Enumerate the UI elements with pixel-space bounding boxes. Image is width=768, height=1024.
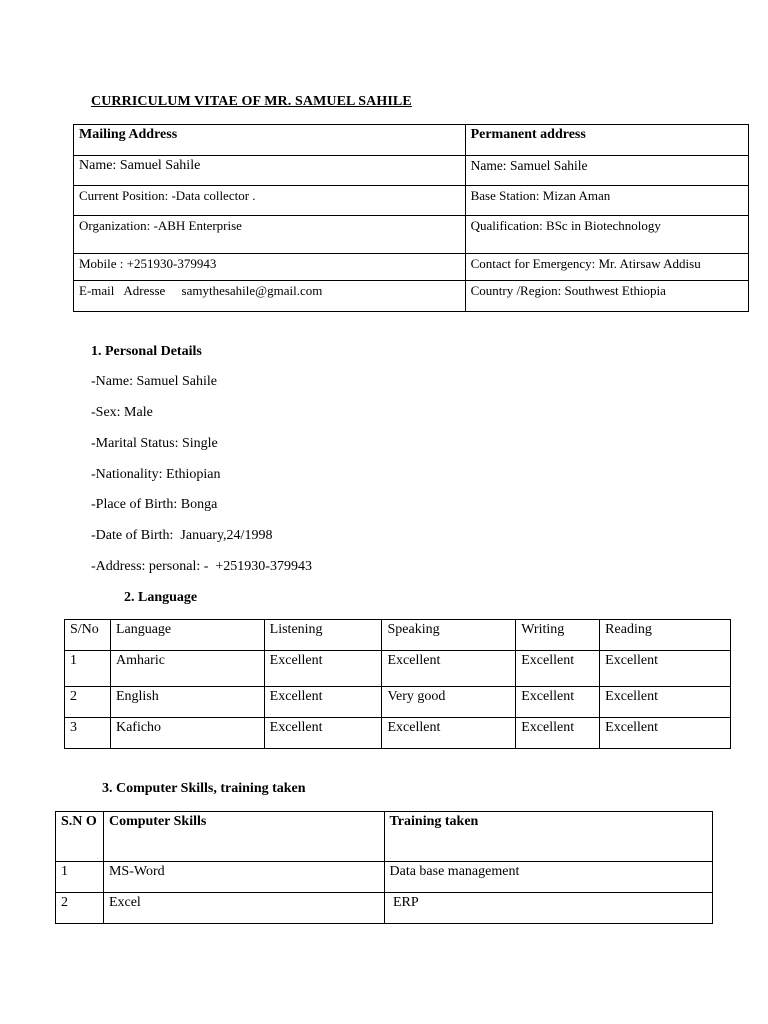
permanent-name: Name: Samuel Sahile bbox=[465, 156, 748, 186]
table-cell: Excellent bbox=[516, 687, 600, 718]
personal-marital-status: -Marital Status: Single bbox=[91, 436, 218, 451]
table-row bbox=[74, 254, 749, 281]
computer-col-skills: Computer Skills bbox=[103, 812, 384, 862]
table-cell: 2 bbox=[65, 687, 111, 718]
personal-date-of-birth: -Date of Birth: January,24/1998 bbox=[91, 528, 273, 543]
table-row bbox=[65, 620, 731, 651]
table-row bbox=[74, 156, 749, 186]
language-table bbox=[64, 619, 731, 749]
table-cell: English bbox=[110, 687, 264, 718]
table-row bbox=[74, 186, 749, 216]
table-cell: MS-Word bbox=[103, 862, 384, 893]
table-cell: Very good bbox=[382, 687, 516, 718]
table-row bbox=[74, 216, 749, 254]
personal-address: -Address: personal: - +251930-379943 bbox=[91, 559, 312, 574]
language-heading: 2. Language bbox=[124, 590, 198, 605]
mailing-address-header: Mailing Address bbox=[74, 125, 466, 156]
table-cell: Excellent bbox=[264, 651, 382, 687]
qualification: Qualification: BSc in Biotechnology bbox=[465, 216, 748, 254]
language-col-writing: Writing bbox=[516, 620, 600, 651]
document-title: CURRICULUM VITAE OF MR. SAMUEL SAHILE bbox=[91, 94, 412, 109]
email: E-mail Adresse samythesahile@gmail.com bbox=[74, 281, 466, 312]
permanent-address-header: Permanent address bbox=[465, 125, 748, 156]
table-cell: 2 bbox=[56, 893, 104, 924]
language-col-speaking: Speaking bbox=[382, 620, 516, 651]
organization: Organization: -ABH Enterprise bbox=[74, 216, 466, 254]
table-cell: Data base management bbox=[384, 862, 713, 893]
personal-place-of-birth: -Place of Birth: Bonga bbox=[91, 497, 218, 512]
table-cell: Excellent bbox=[382, 718, 516, 749]
table-cell: Excellent bbox=[600, 651, 731, 687]
personal-nationality: -Nationality: Ethiopian bbox=[91, 467, 221, 482]
language-col-sno: S/No bbox=[65, 620, 111, 651]
country-region: Country /Region: Southwest Ethiopia bbox=[465, 281, 748, 312]
personal-details-heading: 1. Personal Details bbox=[91, 344, 202, 359]
language-col-reading: Reading bbox=[600, 620, 731, 651]
table-cell: Excellent bbox=[600, 718, 731, 749]
computer-col-training: Training taken bbox=[384, 812, 713, 862]
language-col-listening: Listening bbox=[264, 620, 382, 651]
table-row bbox=[56, 862, 713, 893]
personal-name: -Name: Samuel Sahile bbox=[91, 374, 217, 389]
base-station: Base Station: Mizan Aman bbox=[465, 186, 748, 216]
language-col-language: Language bbox=[110, 620, 264, 651]
table-row bbox=[74, 125, 749, 156]
current-position: Current Position: -Data collector . bbox=[74, 186, 466, 216]
table-cell: Amharic bbox=[110, 651, 264, 687]
table-row bbox=[74, 281, 749, 312]
table-cell: Excellent bbox=[600, 687, 731, 718]
table-cell: Excellent bbox=[382, 651, 516, 687]
table-cell: 3 bbox=[65, 718, 111, 749]
table-row bbox=[65, 718, 731, 749]
personal-sex: -Sex: Male bbox=[91, 405, 153, 420]
computer-skills-heading: 3. Computer Skills, training taken bbox=[102, 781, 306, 796]
table-row bbox=[56, 812, 713, 862]
computer-skills-table bbox=[55, 811, 713, 924]
table-cell: Excel bbox=[103, 893, 384, 924]
table-row bbox=[65, 651, 731, 687]
computer-col-sno: S.N O bbox=[56, 812, 104, 862]
table-cell: Excellent bbox=[264, 687, 382, 718]
table-cell: ERP bbox=[384, 893, 713, 924]
table-cell: Excellent bbox=[516, 718, 600, 749]
table-row bbox=[56, 893, 713, 924]
table-cell: 1 bbox=[56, 862, 104, 893]
address-table bbox=[73, 124, 749, 312]
mobile: Mobile : +251930-379943 bbox=[74, 254, 466, 281]
table-row bbox=[65, 687, 731, 718]
table-cell: 1 bbox=[65, 651, 111, 687]
table-cell: Excellent bbox=[264, 718, 382, 749]
mailing-name: Name: Samuel Sahile bbox=[74, 156, 466, 186]
table-cell: Excellent bbox=[516, 651, 600, 687]
emergency-contact: Contact for Emergency: Mr. Atirsaw Addisu bbox=[465, 254, 748, 281]
table-cell: Kaficho bbox=[110, 718, 264, 749]
